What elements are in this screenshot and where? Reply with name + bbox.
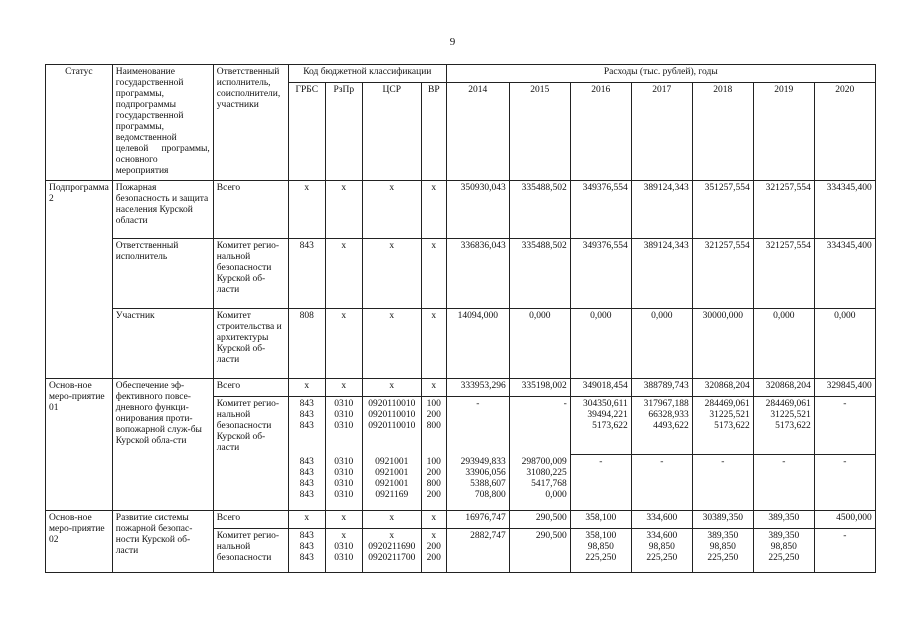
value-2016: 358,100 xyxy=(570,511,631,529)
budget-table xyxy=(45,64,876,573)
value-2019: 321257,554 xyxy=(753,239,814,309)
value-2017: - xyxy=(631,455,692,511)
value-2018: - xyxy=(692,455,753,511)
value-2018 xyxy=(692,397,753,455)
vr-cell xyxy=(421,397,446,455)
value-2016: - xyxy=(570,455,631,511)
rzpr-line: 0310 xyxy=(334,542,354,552)
value-2019 xyxy=(753,397,814,455)
status-cell: Основ-ное меро-приятие 01 xyxy=(46,379,113,511)
value-2015: 290,500 xyxy=(509,511,570,529)
vr-line: 200 xyxy=(426,467,441,478)
grbs-line: 843 xyxy=(299,399,314,409)
value-line: 31225,521 xyxy=(709,410,750,420)
header-year-2015: 2015 xyxy=(509,83,570,181)
grbs-cell: 808 xyxy=(288,309,325,379)
header-responsible: Ответственный исполнитель, соисполнители, участники xyxy=(213,65,288,181)
csr-line: х xyxy=(389,531,395,541)
csr-line: 0920110010 xyxy=(368,399,416,409)
vr-cell: х xyxy=(421,511,446,529)
grbs-line: 843 xyxy=(299,478,314,489)
csr-cell: х xyxy=(362,511,421,529)
value-line: 317967,188 xyxy=(643,399,689,409)
csr-line: 0921001 xyxy=(375,467,409,478)
value-2015: 0,000 xyxy=(509,309,570,379)
value-2017 xyxy=(631,529,692,573)
csr-cell xyxy=(362,455,421,511)
value-line: 4493,622 xyxy=(653,421,689,431)
rzpr-cell xyxy=(325,397,362,455)
vr-line: 800 xyxy=(426,478,441,489)
status-cell: Подпрограмма 2 xyxy=(46,181,113,379)
value-2020: 334345,400 xyxy=(814,239,875,309)
responsible-cell: Комитет регио-нальной безопасности xyxy=(213,529,288,573)
value-line: 31080,225 xyxy=(526,467,567,478)
value-2018: 30389,350 xyxy=(692,511,753,529)
value-line: 225,250 xyxy=(707,553,739,563)
value-2019 xyxy=(753,529,814,573)
grbs-line: 843 xyxy=(299,531,314,541)
value-2017: 388789,743 xyxy=(631,379,692,397)
table-row xyxy=(46,309,876,379)
value-2015: 335488,502 xyxy=(509,239,570,309)
table-row xyxy=(46,511,876,529)
rzpr-line: 0310 xyxy=(334,489,354,500)
value-2020: 0,000 xyxy=(814,309,875,379)
rzpr-cell: х xyxy=(325,379,362,397)
value-line: 5388,607 xyxy=(470,478,506,489)
header-status: Статус xyxy=(46,65,113,181)
vr-line: 200 xyxy=(426,542,441,552)
rzpr-cell xyxy=(325,529,362,573)
value-2014: 2882,747 xyxy=(446,529,509,573)
rzpr-line: 0310 xyxy=(334,553,354,563)
value-line: 39494,221 xyxy=(587,410,628,420)
vr-cell xyxy=(421,529,446,573)
name-cell: Развитие системы пожарной безопас-ности Курской об-ласти xyxy=(112,511,213,573)
value-2016 xyxy=(570,397,631,455)
rzpr-cell xyxy=(325,455,362,511)
header-rzpr: РзПр xyxy=(325,83,362,181)
header-year-2019: 2019 xyxy=(753,83,814,181)
header-csr: ЦСР xyxy=(362,83,421,181)
vr-line: 800 xyxy=(426,421,441,431)
vr-cell xyxy=(421,455,446,511)
table-row xyxy=(46,239,876,309)
value-2015: - xyxy=(509,397,570,455)
value-line: 389,350 xyxy=(768,531,800,541)
csr-cell: х xyxy=(362,239,421,309)
grbs-cell: х xyxy=(288,181,325,239)
csr-line: 0921001 xyxy=(375,478,409,489)
value-line: 31225,521 xyxy=(770,410,811,420)
rzpr-cell: х xyxy=(325,239,362,309)
value-line: 334,600 xyxy=(646,531,678,541)
value-line: 5417,768 xyxy=(531,478,567,489)
grbs-cell xyxy=(288,529,325,573)
value-2016: 349376,554 xyxy=(570,239,631,309)
value-2014 xyxy=(446,455,509,511)
value-2018: 351257,554 xyxy=(692,181,753,239)
responsible-cell: Комитет регио-нальной безопасности Курской об-ласти xyxy=(213,397,288,511)
header-year-2020: 2020 xyxy=(814,83,875,181)
value-2014: 14094,000 xyxy=(446,309,509,379)
vr-line: 100 xyxy=(426,456,441,467)
value-2014: 350930,043 xyxy=(446,181,509,239)
page-number: 9 xyxy=(449,36,456,48)
value-line: 358,100 xyxy=(585,531,617,541)
value-2015: 335198,002 xyxy=(509,379,570,397)
csr-cell xyxy=(362,397,421,455)
value-2017: 389124,343 xyxy=(631,239,692,309)
rzpr-line: 0310 xyxy=(334,478,354,489)
value-line: 225,250 xyxy=(646,553,678,563)
rzpr-line: 0310 xyxy=(334,421,354,431)
value-line: 304350,611 xyxy=(583,399,628,409)
responsible-cell: Всего xyxy=(213,379,288,397)
table-row xyxy=(46,379,876,397)
rzpr-line: 0310 xyxy=(334,467,354,478)
value-line: 284469,061 xyxy=(765,399,811,409)
grbs-line: 843 xyxy=(299,410,314,420)
responsible-cell: Всего xyxy=(213,181,288,239)
value-2016: 349376,554 xyxy=(570,181,631,239)
grbs-line: 843 xyxy=(299,467,314,478)
value-2019: 321257,554 xyxy=(753,181,814,239)
grbs-cell xyxy=(288,397,325,455)
vr-line: 200 xyxy=(426,553,441,563)
name-cell: Обеспечение эф-фективного повсе-дневного функци-онирования проти-вопожарной служ-бы Курской обла-сти xyxy=(112,379,213,511)
vr-line: х xyxy=(431,531,437,541)
header-grbs: ГРБС xyxy=(288,83,325,181)
name-cell: Ответственный исполнитель xyxy=(112,239,213,309)
value-2020: - xyxy=(814,455,875,511)
csr-line: 0920110010 xyxy=(368,410,416,420)
value-2016 xyxy=(570,529,631,573)
value-2017: 389124,343 xyxy=(631,181,692,239)
rzpr-line: х xyxy=(341,531,347,541)
header-year-2018: 2018 xyxy=(692,83,753,181)
value-2019: - xyxy=(753,455,814,511)
header-budget-code: Код бюджетной классификации xyxy=(288,65,446,83)
grbs-line: 843 xyxy=(299,456,314,467)
rzpr-line: 0310 xyxy=(334,410,354,420)
rzpr-cell: х xyxy=(325,511,362,529)
header-expenses: Расходы (тыс. рублей), годы xyxy=(446,65,875,83)
value-2014: 336836,043 xyxy=(446,239,509,309)
value-2020: - xyxy=(814,397,875,455)
csr-cell: х xyxy=(362,181,421,239)
value-2017 xyxy=(631,397,692,455)
csr-cell: х xyxy=(362,379,421,397)
grbs-cell: 843 xyxy=(288,239,325,309)
value-2020: 4500,000 xyxy=(814,511,875,529)
header-vr: ВР xyxy=(421,83,446,181)
value-line: 298700,009 xyxy=(521,456,567,467)
value-2014: 16976,747 xyxy=(446,511,509,529)
value-line: 225,250 xyxy=(585,553,617,563)
value-2015: 335488,502 xyxy=(509,181,570,239)
header-year-2016: 2016 xyxy=(570,83,631,181)
value-line: 98,850 xyxy=(587,542,614,552)
value-line: 5173,622 xyxy=(775,421,811,431)
header-year-2014: 2014 xyxy=(446,83,509,181)
value-2020: 329845,400 xyxy=(814,379,875,397)
rzpr-line: 0310 xyxy=(334,399,354,409)
vr-line: 100 xyxy=(426,399,441,409)
name-cell: Пожарная безопасность и защита населения Курской области xyxy=(112,181,213,239)
table-row xyxy=(46,181,876,239)
grbs-line: 843 xyxy=(299,542,314,552)
value-line: 284469,061 xyxy=(704,399,750,409)
value-2020: 334345,400 xyxy=(814,181,875,239)
value-line: 98,850 xyxy=(648,542,675,552)
vr-cell: х xyxy=(421,239,446,309)
rzpr-line: 0310 xyxy=(334,456,354,467)
value-2019: 320868,204 xyxy=(753,379,814,397)
grbs-line: 843 xyxy=(299,553,314,563)
value-line: 98,850 xyxy=(709,542,736,552)
csr-line: 0920211690 xyxy=(368,542,416,552)
responsible-cell: Комитет строительства и архитектуры Курской об-ласти xyxy=(213,309,288,379)
value-line: 33906,056 xyxy=(465,467,506,478)
value-2018: 320868,204 xyxy=(692,379,753,397)
csr-line: 0921001 xyxy=(375,456,409,467)
grbs-cell xyxy=(288,455,325,511)
value-line: 708,800 xyxy=(474,489,506,500)
value-2018: 321257,554 xyxy=(692,239,753,309)
value-2017: 0,000 xyxy=(631,309,692,379)
name-cell: Участник xyxy=(112,309,213,379)
value-2019: 0,000 xyxy=(753,309,814,379)
rzpr-cell: х xyxy=(325,309,362,379)
vr-line: 200 xyxy=(426,410,441,420)
status-cell: Основ-ное меро-приятие 02 xyxy=(46,511,113,573)
vr-cell: х xyxy=(421,379,446,397)
value-2016: 0,000 xyxy=(570,309,631,379)
header-year-2017: 2017 xyxy=(631,83,692,181)
responsible-cell: Всего xyxy=(213,511,288,529)
value-line: 0,000 xyxy=(545,489,567,500)
value-line: 293949,833 xyxy=(460,456,506,467)
value-2016: 349018,454 xyxy=(570,379,631,397)
value-2018: 30000,000 xyxy=(692,309,753,379)
csr-cell xyxy=(362,529,421,573)
grbs-cell: х xyxy=(288,511,325,529)
header-name: Наименование государственной программы, подпрограммы государственной программы, ведомственной целевой программы, основного мероприятия xyxy=(112,65,213,181)
value-2017: 334,600 xyxy=(631,511,692,529)
vr-line: 200 xyxy=(426,489,441,500)
value-line: 5173,622 xyxy=(714,421,750,431)
value-2018 xyxy=(692,529,753,573)
value-line: 5173,622 xyxy=(592,421,628,431)
csr-line: 0920110010 xyxy=(368,421,416,431)
vr-cell: х xyxy=(421,181,446,239)
responsible-cell: Комитет регио-нальной безопасности Курской об-ласти xyxy=(213,239,288,309)
value-line: 66328,933 xyxy=(648,410,689,420)
grbs-line: 843 xyxy=(299,421,314,431)
value-line: 389,350 xyxy=(707,531,739,541)
value-2014: 333953,296 xyxy=(446,379,509,397)
value-line: 225,250 xyxy=(768,553,800,563)
value-2014: - xyxy=(446,397,509,455)
value-2015 xyxy=(509,455,570,511)
value-2019: 389,350 xyxy=(753,511,814,529)
grbs-cell: х xyxy=(288,379,325,397)
value-line: 98,850 xyxy=(770,542,797,552)
value-2015: 290,500 xyxy=(509,529,570,573)
csr-line: 0921169 xyxy=(375,489,409,500)
value-2020: - xyxy=(814,529,875,573)
vr-cell: х xyxy=(421,309,446,379)
grbs-line: 843 xyxy=(299,489,314,500)
rzpr-cell: х xyxy=(325,181,362,239)
csr-line: 0920211700 xyxy=(368,553,416,563)
csr-cell: х xyxy=(362,309,421,379)
